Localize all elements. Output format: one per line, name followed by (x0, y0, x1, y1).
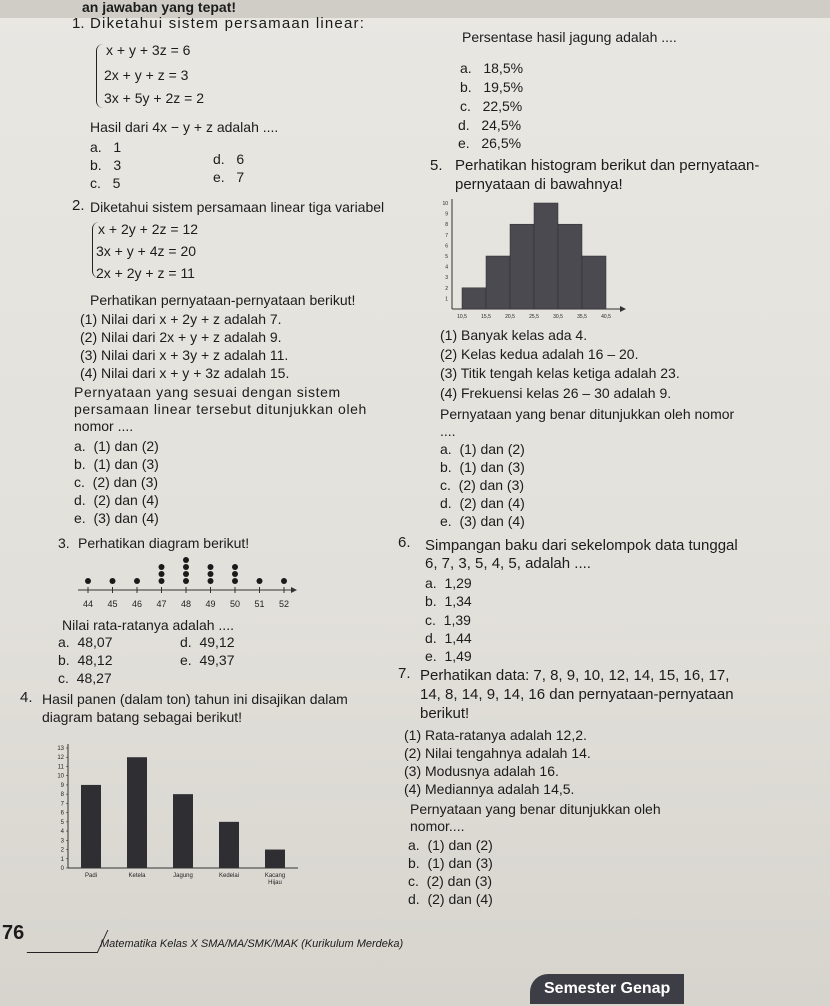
option-text: 24,5% (481, 117, 522, 133)
q7-option-a (408, 836, 493, 854)
dotplot-point (85, 578, 91, 584)
dotplot-point (159, 578, 165, 584)
q7-statement-4: (4) Mediannya adalah 14,5. (404, 781, 575, 797)
q2-option-b (74, 455, 159, 473)
bar-chart-y-tick-label: 6 (60, 810, 64, 817)
dotplot-point (208, 578, 214, 584)
q5-stem-line-1: Perhatikan histogram berikut dan pernyataan- (455, 157, 760, 174)
dotplot-tick-label: 49 (205, 599, 216, 609)
bar-jagung (173, 794, 193, 868)
q5-option-d (440, 494, 525, 512)
dotplot-tick-label: 52 (278, 599, 290, 609)
q2-statement-3: (3) Nilai dari x + 3y + z adalah 11. (80, 347, 289, 363)
histogram-x-tick-label: 15,5 (481, 314, 491, 320)
histogram-bar (582, 256, 606, 309)
option-text: (2) dan (4) (93, 492, 159, 508)
option-text: 22,5% (482, 98, 523, 114)
bar-chart-x-label: Jagung (173, 873, 193, 879)
histogram-y-tick-label: 6 (445, 243, 448, 250)
option-letter: e. (425, 648, 437, 664)
option-text: (2) dan (4) (427, 891, 493, 907)
histogram-x-tick-label: 10,5 (457, 314, 467, 320)
option-text: 1,49 (444, 648, 472, 664)
histogram-bar (462, 288, 486, 309)
bar-chart-x-label: Hijau (268, 880, 282, 885)
bar-ketela (127, 757, 147, 868)
option-letter: a. (90, 139, 102, 155)
histogram-y-tick-label: 10 (442, 201, 448, 207)
option-text: 18,5% (483, 60, 524, 76)
q5-option-a (440, 440, 525, 458)
bar-chart-y-tick-label: 7 (60, 801, 64, 808)
q3-option-a (58, 633, 113, 651)
histogram-x-tick-label: 30,5 (553, 314, 563, 320)
histogram-x-tick-label: 35,5 (577, 314, 587, 320)
footer-divider (27, 930, 109, 953)
option-letter: c. (408, 873, 419, 889)
dotplot-point (232, 578, 238, 584)
q2-statement-2: (2) Nilai dari 2x + y + z adalah 9. (80, 329, 282, 345)
q4-option-a (460, 59, 523, 77)
q1-number: 1. (72, 15, 85, 32)
q2-prompt-line-3: nomor .... (74, 418, 134, 434)
option-letter: c. (425, 612, 436, 628)
option-text: 3 (113, 157, 122, 173)
bar-chart-y-tick-label: 1 (60, 856, 64, 863)
bar-chart-x-label: Ketela (128, 873, 146, 879)
option-text: (2) dan (3) (458, 477, 525, 493)
option-letter: a. (460, 60, 472, 76)
option-letter: a. (74, 438, 86, 454)
q2-stem: Diketahui sistem persamaan linear tiga variabel (90, 199, 385, 215)
option-text: 19,5% (483, 79, 524, 95)
dotplot-point (183, 557, 189, 563)
bar-chart-y-tick-label: 2 (60, 847, 64, 854)
option-letter: d. (425, 630, 437, 646)
histogram-bar (510, 224, 534, 309)
dotplot-point (110, 578, 116, 584)
q5-option-b (440, 458, 525, 476)
bar-chart-y-tick-label: 11 (57, 764, 64, 771)
option-letter: b. (74, 456, 86, 472)
q1-option-b (90, 156, 121, 174)
option-letter: d. (440, 495, 452, 511)
q2-prompt-line-2: persamaan linear tersebut ditunjukkan oleh (74, 401, 367, 417)
option-text: 48,27 (76, 670, 112, 686)
q2-eq-1: x + 2y + 2z = 12 (98, 221, 199, 237)
option-letter: d. (408, 891, 420, 907)
option-letter: b. (460, 79, 472, 95)
dotplot-point (159, 564, 165, 570)
histogram-y-tick-label: 4 (445, 264, 448, 271)
q1-eq-1: x + y + 3z = 6 (106, 42, 191, 58)
dotplot-tick-label: 46 (131, 599, 143, 609)
bar-kedelai (219, 822, 239, 868)
dotplot-point (159, 571, 165, 577)
bar-chart-y-tick-label: 10 (57, 773, 64, 780)
option-letter: e. (180, 652, 192, 668)
semester-badge: Semester Genap (530, 974, 684, 1004)
bar-chart-y-tick-label: 9 (60, 782, 64, 789)
option-letter: a. (440, 441, 452, 457)
q3-option-b (58, 651, 113, 669)
histogram-bar (558, 224, 582, 309)
q3-dot-plot (70, 555, 300, 615)
option-letter: e. (458, 135, 470, 151)
book-title: Matematika Kelas X SMA/MA/SMK/MAK (Kurikulum Merdeka) (100, 938, 404, 950)
q7-prompt-line-1: Pernyataan yang benar ditunjukkan oleh (410, 801, 661, 817)
q4-option-d (458, 116, 521, 134)
q3-option-c (58, 669, 112, 687)
dotplot-point (183, 564, 189, 570)
option-letter: b. (408, 855, 420, 871)
q6-stem: Simpangan baku dari sekelompok data tunggal (425, 537, 738, 554)
histogram-x-tick-label: 40,5 (601, 314, 611, 320)
q2-prompt-line-1: Pernyataan yang sesuai dengan sistem (74, 384, 341, 400)
bar-chart-y-tick-label: 13 (57, 746, 64, 752)
option-text: 7 (236, 169, 245, 185)
q5-number: 5. (430, 157, 443, 174)
q4-option-c (460, 97, 522, 115)
q7-statement-1: (1) Rata-ratanya adalah 12,2. (404, 727, 587, 743)
option-text: 1,44 (444, 630, 472, 646)
bar-chart-x-label: Kacang (264, 873, 286, 879)
q7-stem-line-1: Perhatikan data: 7, 8, 9, 10, 12, 14, 15, 16, 17, (420, 667, 730, 684)
dotplot-point (232, 571, 238, 577)
q3-question: Nilai rata-ratanya adalah .... (62, 617, 234, 633)
q1-brace (96, 44, 103, 108)
option-letter: b. (440, 459, 452, 475)
q2-eq-2: 3x + y + 4z = 20 (96, 243, 197, 259)
q5-option-c (440, 476, 524, 494)
q1-option-d (213, 150, 244, 168)
histogram-y-tick-label: 1 (445, 296, 448, 303)
q7-option-c (408, 872, 492, 890)
q2-intro: Perhatikan pernyataan-pernyataan berikut! (90, 292, 356, 308)
option-text: (1) dan (3) (93, 456, 159, 472)
q5-statement-2: (2) Kelas kedua adalah 16 – 20. (440, 346, 639, 362)
option-letter: d. (213, 151, 225, 167)
bar-chart-y-tick-label: 3 (60, 838, 64, 845)
histogram-x-tick-label: 20,5 (505, 314, 515, 320)
histogram-bar (486, 256, 510, 309)
option-text: 1,34 (444, 593, 472, 609)
option-letter: a. (58, 634, 70, 650)
option-text: 48,12 (77, 652, 113, 668)
q7-option-b (408, 854, 493, 872)
q2-eq-3: 2x + 2y + z = 11 (96, 265, 195, 281)
option-letter: b. (90, 157, 102, 173)
option-text: 5 (112, 175, 121, 191)
dotplot-tick-label: 50 (229, 599, 241, 609)
q7-number: 7. (398, 665, 411, 682)
q3-option-e (180, 651, 235, 669)
bar-padi (81, 785, 101, 868)
dotplot-tick-label: 44 (82, 599, 94, 609)
histogram-y-tick-label: 9 (445, 211, 448, 218)
q4-number: 4. (20, 689, 33, 706)
q2-statement-4: (4) Nilai dari x + y + 3z adalah 15. (80, 365, 290, 381)
option-text: 6 (236, 151, 245, 167)
q4-stem-line-2: diagram batang sebagai berikut! (42, 709, 243, 725)
option-text: (1) dan (2) (427, 837, 493, 853)
option-text: 49,12 (199, 634, 235, 650)
q1-option-a (90, 138, 121, 156)
q1-option-e (213, 168, 244, 186)
option-text: (2) dan (3) (92, 474, 159, 490)
option-letter: e. (440, 513, 452, 529)
option-text: 1,29 (444, 575, 472, 591)
q1-option-c (90, 174, 120, 192)
q3-stem: Perhatikan diagram berikut! (78, 535, 250, 551)
option-text: (1) dan (3) (459, 459, 525, 475)
q5-prompt-line-1: Pernyataan yang benar ditunjukkan oleh nomor (440, 406, 735, 422)
bar-chart-y-tick-label: 12 (57, 755, 64, 762)
histogram-y-tick-label: 3 (445, 275, 448, 282)
q6-option-d (425, 629, 472, 647)
option-letter: b. (58, 652, 70, 668)
option-letter: d. (180, 634, 192, 650)
q6-option-a (425, 574, 472, 592)
bar-chart-x-label: Kedelai (218, 873, 240, 879)
q7-option-d (408, 890, 493, 908)
histogram-x-arrow (620, 306, 626, 312)
bar-chart-y-tick-label: 8 (60, 792, 64, 799)
q4-option-e (458, 134, 521, 152)
q3-option-d (180, 633, 235, 651)
dotplot-point (134, 578, 140, 584)
bar-chart-y-tick-label: 5 (60, 819, 64, 826)
q5-stem-line-2: pernyataan di bawahnya! (455, 176, 623, 193)
q6-option-b (425, 592, 472, 610)
dotplot-point (208, 564, 214, 570)
bar-chart-y-tick-label: 0 (60, 866, 64, 872)
instruction-heading: an jawaban yang tepat! (82, 0, 237, 15)
q2-option-a (74, 437, 159, 455)
dotplot-point (281, 578, 287, 584)
bar-chart-x-label: Padi (84, 873, 98, 879)
option-text: (1) dan (2) (459, 441, 525, 457)
q4-option-b (460, 78, 523, 96)
option-text: 48,07 (77, 634, 113, 650)
option-letter: c. (58, 670, 69, 686)
option-text: (3) dan (4) (459, 513, 525, 529)
q6-option-e (425, 647, 472, 665)
q6-option-c (425, 611, 471, 629)
q1-stem: Diketahui sistem persamaan linear: (90, 15, 366, 32)
bar-kacang-hijau (265, 850, 285, 868)
q1-eq-3: 3x + 5y + 2z = 2 (104, 90, 205, 106)
histogram-y-tick-label: 7 (445, 232, 448, 239)
dotplot-tick-label: 48 (180, 599, 192, 609)
dotplot-point (208, 571, 214, 577)
q1-eq-2: 2x + y + z = 3 (104, 67, 189, 83)
q4-stem-line-1: Hasil panen (dalam ton) tahun ini disajikan dalam (42, 691, 348, 707)
option-letter: a. (408, 837, 420, 853)
q5-statement-1: (1) Banyak kelas ada 4. (440, 327, 588, 343)
histogram-y-tick-label: 5 (445, 254, 448, 260)
q4-bar-chart (48, 740, 308, 885)
option-text: (1) dan (3) (427, 855, 493, 871)
bar-chart-y-tick-label: 4 (60, 829, 64, 836)
dotplot-point (183, 578, 189, 584)
q7-statement-2: (2) Nilai tengahnya adalah 14. (404, 745, 591, 761)
q2-option-c (74, 473, 158, 491)
q2-statement-1: (1) Nilai dari x + 2y + z adalah 7. (80, 311, 282, 327)
dotplot-tick-label: 51 (254, 599, 265, 609)
q7-prompt-line-2: nomor.... (410, 818, 465, 834)
dotplot-tick-label: 47 (156, 599, 167, 609)
q4-question: Persentase hasil jagung adalah .... (462, 29, 677, 45)
option-text: 1,39 (443, 612, 471, 628)
option-letter: c. (90, 175, 101, 191)
q2-option-e (74, 509, 159, 527)
q6-number: 6. (398, 534, 411, 551)
dotplot-point (183, 571, 189, 577)
q3-number: 3. (58, 535, 70, 551)
option-text: (1) dan (2) (93, 438, 159, 454)
q2-option-d (74, 491, 159, 509)
option-text: 49,37 (199, 652, 235, 668)
dotplot-point (232, 564, 238, 570)
q6-data: 6, 7, 3, 5, 4, 5, adalah .... (425, 555, 591, 572)
q5-option-e (440, 512, 525, 530)
q1-question: Hasil dari 4x − y + z adalah .... (90, 119, 279, 135)
option-text: 1 (113, 139, 122, 155)
option-letter: c. (440, 477, 451, 493)
option-letter: c. (74, 474, 85, 490)
page-number: 76 (2, 922, 25, 944)
option-letter: c. (460, 98, 471, 114)
dotplot-point (257, 578, 263, 584)
q7-stem-line-2: 14, 8, 14, 9, 14, 16 dan pernyataan-pernyataan (420, 686, 734, 703)
q2-number: 2. (72, 197, 85, 214)
option-text: 26,5% (481, 135, 522, 151)
option-letter: d. (74, 492, 86, 508)
option-text: (2) dan (3) (426, 873, 493, 889)
histogram-bar (534, 203, 558, 309)
q5-histogram (430, 195, 630, 325)
option-letter: e. (213, 169, 225, 185)
dotplot-axis-arrow (291, 587, 297, 593)
option-text: (2) dan (4) (459, 495, 525, 511)
dotplot-tick-label: 45 (107, 599, 118, 609)
q5-prompt-line-2: .... (440, 423, 456, 439)
option-letter: e. (74, 510, 86, 526)
q7-statement-3: (3) Modusnya adalah 16. (404, 763, 559, 779)
q5-statement-3: (3) Titik tengah kelas ketiga adalah 23. (440, 365, 680, 381)
option-letter: a. (425, 575, 437, 591)
histogram-y-tick-label: 8 (445, 222, 448, 229)
option-text: (3) dan (4) (93, 510, 159, 526)
q7-stem-line-3: berikut! (420, 705, 470, 722)
histogram-x-tick-label: 25,5 (529, 314, 539, 320)
q5-statement-4: (4) Frekuensi kelas 26 – 30 adalah 9. (440, 385, 672, 401)
option-letter: d. (458, 117, 470, 133)
option-letter: b. (425, 593, 437, 609)
histogram-y-tick-label: 2 (445, 285, 448, 292)
